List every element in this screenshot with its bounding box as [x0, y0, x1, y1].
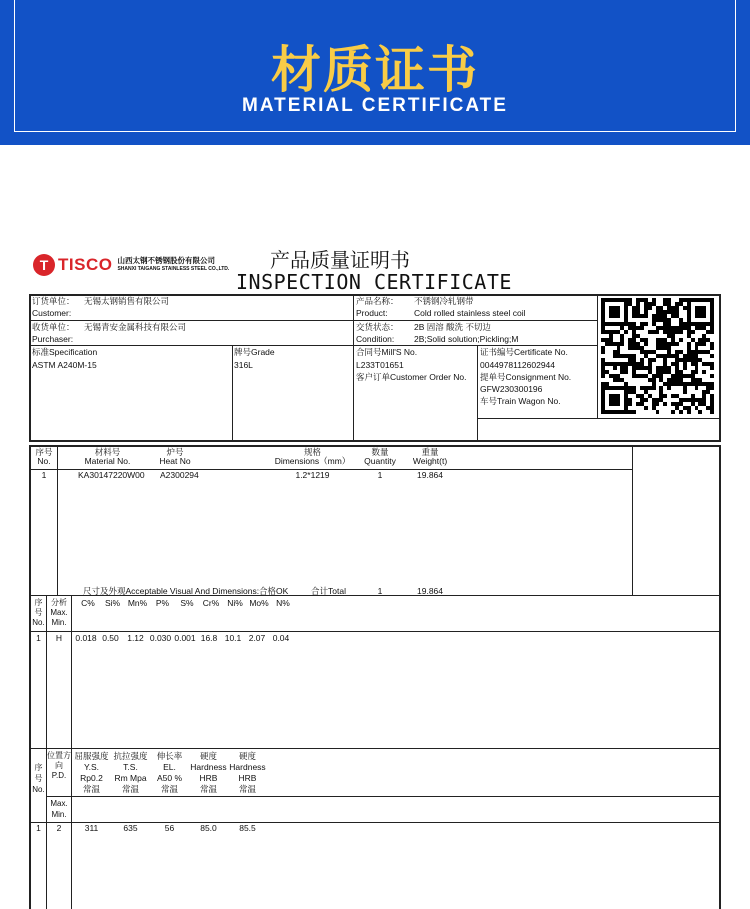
col-weight: 重量 Weight(t) [412, 447, 448, 466]
chem-headers [76, 598, 295, 609]
mech-no-label: 序号No. [32, 763, 45, 794]
chem-header: Ni% [227, 598, 243, 608]
mech-value: 85.5 [239, 823, 256, 833]
cell-weight: 19.864 [417, 470, 443, 480]
chem-value: 0.018 [75, 633, 97, 643]
mech-header-cn: 硬度 [199, 751, 217, 761]
product-value-en: Cold rolled stainless steel coil [414, 308, 526, 318]
qr-module [710, 410, 714, 414]
mech-header [150, 751, 189, 795]
mech-header-en: EL. [163, 762, 176, 772]
order-label: 客户订单Customer Order No. [356, 372, 467, 382]
total-quantity: 1 [377, 586, 383, 596]
purchaser-label-cn: 收货单位： [32, 322, 75, 332]
mech-header [228, 751, 267, 795]
mech-row-no: 1 [36, 823, 41, 833]
product-label-cn: 产品名称： [356, 296, 399, 306]
cert-label: 证书编号Certificate No. [480, 347, 568, 357]
condition-label-cn: 交货状态： [356, 322, 399, 332]
purchaser-value: 无锡青安金属科技有限公司 [84, 322, 187, 332]
condition-value-en: 2B;Solid solution;Pickling;M [414, 334, 519, 344]
condition-label-en: Condition: [356, 334, 395, 344]
cell-dimensions: 1.2*1219 [295, 470, 330, 480]
mech-value: 85.0 [200, 823, 217, 833]
mech-header-unit: A50 % [156, 773, 183, 783]
mech-header-en: Y.S. [84, 762, 99, 772]
chem-header: C% [81, 598, 95, 608]
logo-brand: TISCO [58, 255, 113, 274]
product-value-cn: 不锈钢冷轧钢带 [414, 296, 474, 306]
company-en: SHANXI TAIGANG STAINLESS STEEL CO.,LTD. [117, 266, 230, 272]
cert-value: 0044978112602944 [480, 360, 556, 370]
mech-header-unit: HRB [238, 773, 257, 783]
tisco-logo [33, 254, 229, 276]
col-quantity: 数量 Quantity [364, 447, 396, 466]
doc-title-cn: 产品质量证明书 [270, 248, 410, 272]
visual-inspection: 尺寸及外观Acceptable Visual And Dimensions:合格OK [83, 586, 289, 596]
mech-header-temp: 常温 [82, 784, 100, 794]
cell-heat: A2300294 [160, 470, 199, 480]
chem-value: 2.07 [248, 633, 266, 643]
mech-header [72, 751, 111, 795]
mech-header-en: T.S. [123, 762, 138, 772]
mech-row-pd: 2 [56, 823, 62, 833]
mill-label: 合同号Mill'S No. [356, 347, 418, 357]
chem-header: Mn% [127, 598, 148, 608]
cell-material: KA30147220W00 [78, 470, 145, 480]
banner-title-en: MATERIAL CERTIFICATE [242, 95, 508, 116]
mech-headers [72, 751, 267, 795]
mech-header-en: Hardness [229, 762, 266, 772]
mech-header-temp: 常温 [121, 784, 139, 794]
company-cn: 山西太钢不锈钢股份有限公司 [117, 256, 215, 265]
mech-maxmin: Max. Min. [50, 799, 68, 819]
customer-label-en: Customer: [32, 308, 72, 318]
mech-header-unit: HRB [199, 773, 218, 783]
chem-header: S% [180, 598, 194, 608]
cell-no: 1 [41, 470, 47, 480]
col-dimensions: 规格 Dimensions（mm） [274, 447, 351, 466]
grade-label: 牌号Grade [234, 347, 275, 357]
mech-header-unit: Rm Mpa [114, 773, 147, 783]
chem-analysis-label: 分析 Max. Min. [50, 598, 68, 627]
total-weight: 19.864 [417, 586, 443, 596]
mech-header-unit: Rp0.2 [80, 773, 103, 783]
chem-header: Cr% [202, 598, 220, 608]
chem-value: 0.50 [102, 633, 119, 643]
chem-value: 0.04 [272, 633, 290, 643]
col-heat: 炉号 Heat No [159, 447, 191, 466]
mech-header-cn: 伸长率 [156, 751, 183, 761]
chem-row-type: H [55, 633, 63, 643]
chem-header: N% [276, 598, 290, 608]
mech-value: 56 [164, 823, 175, 833]
mech-value: 635 [123, 823, 138, 833]
mech-header [189, 751, 228, 795]
logo-mark-icon: T [33, 254, 55, 276]
mech-pos-label: 位置方向 P.D. [47, 751, 71, 780]
wagon-label: 车号Train Wagon No. [480, 396, 561, 406]
col-no: 序号 No. [35, 447, 53, 466]
mech-header-temp: 常温 [238, 784, 256, 794]
chem-header: Si% [104, 598, 121, 608]
chem-value: 0.001 [174, 633, 196, 643]
mech-header-temp: 常温 [199, 784, 217, 794]
chem-value: 16.8 [200, 633, 218, 643]
chem-header: P% [155, 598, 170, 608]
spec-label: 标准Specification [32, 347, 98, 357]
cell-quantity: 1 [377, 470, 383, 480]
condition-value-cn: 2B 固溶 酸洗 不切边 [414, 322, 491, 332]
mech-header-en: Hardness [190, 762, 227, 772]
chem-values [74, 633, 293, 644]
spec-value: ASTM A240M-15 [32, 360, 97, 370]
chem-no-label: 序号No. [32, 598, 45, 627]
product-label-en: Product: [356, 308, 388, 318]
mech-header-cn: 硬度 [238, 751, 256, 761]
banner-title-cn: 材质证书 [271, 41, 479, 99]
grade-value: 316L [234, 360, 253, 370]
chem-value: 1.12 [127, 633, 144, 643]
customer-label-cn: 订货单位： [32, 296, 75, 306]
mech-values [72, 823, 267, 834]
qr-code [601, 298, 714, 414]
total-label: 合计Total [311, 586, 346, 596]
logo-company [117, 257, 229, 273]
mech-value: 311 [84, 823, 99, 833]
mech-header-temp: 常温 [160, 784, 178, 794]
purchaser-label-en: Purchaser: [32, 334, 74, 344]
consign-value: GFW230300196 [480, 384, 543, 394]
mill-value: L233T01651 [356, 360, 404, 370]
mech-header-cn: 抗拉强度 [113, 751, 148, 761]
customer-value: 无锡太钢销售有限公司 [84, 296, 170, 306]
chem-row-no: 1 [36, 633, 41, 643]
mech-header-cn: 屈服强度 [74, 751, 109, 761]
consign-label: 提单号Consignment No. [480, 372, 572, 382]
chem-value: 0.030 [149, 633, 172, 643]
chem-value: 10.1 [224, 633, 242, 643]
mech-header [111, 751, 150, 795]
header-banner [0, 0, 750, 145]
col-material: 材料号 Material No. [84, 447, 131, 466]
chem-header: Mo% [249, 598, 269, 608]
doc-title-en: INSPECTION CERTIFICATE [236, 270, 512, 294]
